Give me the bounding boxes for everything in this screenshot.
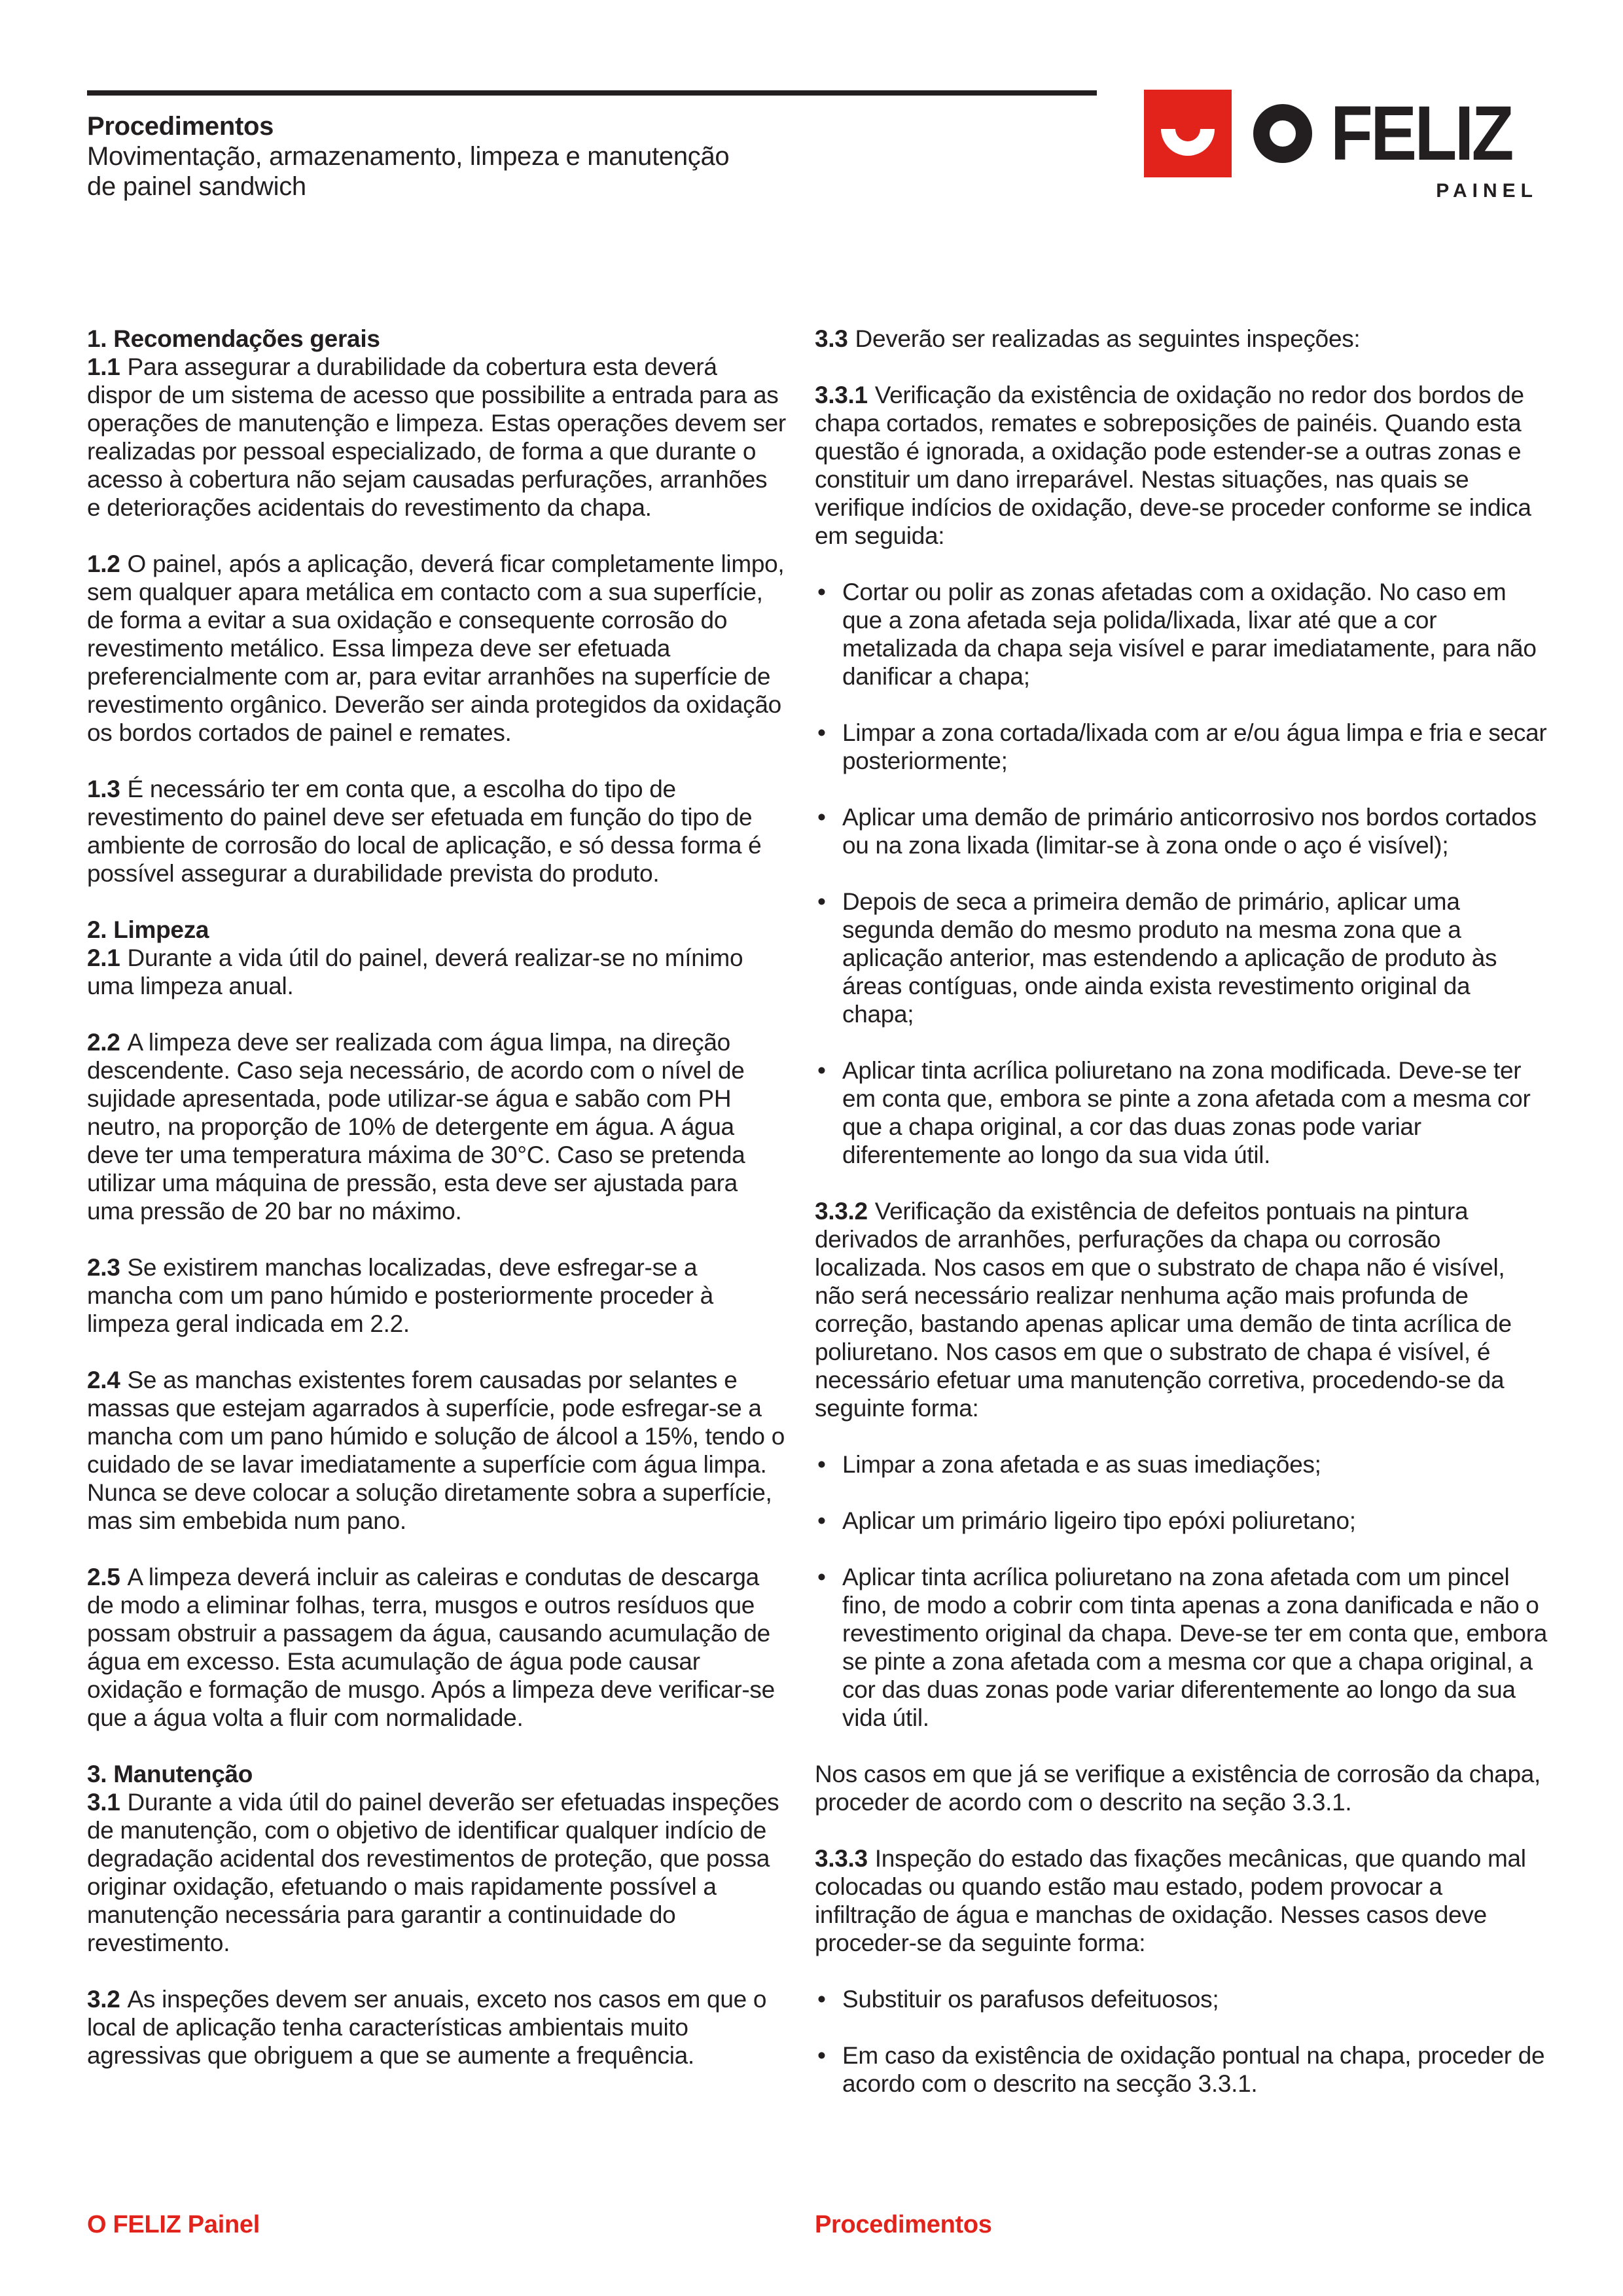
section-number: 3.3.2 <box>815 1198 868 1225</box>
paragraph-text: Deverão ser realizadas as seguintes inspeções: <box>855 325 1361 352</box>
paragraph <box>87 1253 786 1338</box>
bullet-text: Cortar ou polir as zonas afetadas com a oxidação. No caso em que a zona afetada seja polida/lixada, lixar até que a cor metalizada da chapa seja visível e parar imediatamente, para não danificar a chapa; <box>842 579 1537 690</box>
paragraph <box>87 944 786 1000</box>
brand-wordmark: FELIZ <box>1330 90 1512 177</box>
footer-brand-label: O FELIZ Painel <box>87 2211 260 2238</box>
bullet-marker: • <box>817 1564 826 1590</box>
bullet-text: Limpar a zona afetada e as suas imediações; <box>842 1451 1321 1478</box>
paragraph <box>87 550 786 747</box>
paragraph <box>87 1985 786 2070</box>
bullet-text: Aplicar um primário ligeiro tipo epóxi poliuretano; <box>842 1507 1356 1534</box>
paragraph-text: Inspeção do estado das fixações mecânicas, que quando mal colocadas ou quando estão mau estado, podem provocar a infiltração de água e manchas de oxidação. Nesses casos deve proceder-se da seguinte forma: <box>815 1845 1526 1956</box>
bullet-marker: • <box>817 804 826 831</box>
paragraph-text: O painel, após a aplicação, deverá ficar completamente limpo, sem qualquer apara metálica em contacto com a sua superfície, de forma a evitar a sua oxidação e consequente corrosão do revestimento metálico. Essa limpeza deve ser efetuada preferencialmente com ar, para evitar arranhões na superfície de revestimento orgânico. Deverão ser ainda protegidos da oxidação os bordos cortados de painel e remates. <box>87 550 785 746</box>
paragraph-text: Verificação da existência de oxidação no redor dos bordos de chapa cortados, remates e sobreposições de painéis. Quando esta questão é ignorada, a oxidação pode estender-se a outras zonas e constituir um dano irreparável. Nestas situações, nas quais se verifique indícios de oxidação, deve-se proceder conforme se indica em seguida: <box>815 382 1531 549</box>
left-column <box>87 325 786 2098</box>
paragraph-text: As inspeções devem ser anuais, exceto nos casos em que o local de aplicação tenha características ambientais muito agressivas que obriguem a que se aumente a frequência. <box>87 1986 767 2069</box>
paragraph-text: Durante a vida útil do painel deverão ser efetuadas inspeções de manutenção, com o objetivo de identificar qualquer indício de degradação acidental dos revestimentos de proteção, que possa originar oxidação, efetuando o mais rapidamente possível a manutenção necessária para garantir a continuidade do revestimento. <box>87 1789 779 1956</box>
bullet-text: Limpar a zona cortada/lixada com ar e/ou água limpa e fria e secar posteriormente; <box>842 719 1547 774</box>
section-number: 2.3 <box>87 1254 120 1281</box>
bullet-text: Em caso da existência de oxidação pontual na chapa, proceder de acordo com o descrito na secção 3.3.1. <box>842 2042 1545 2097</box>
bullet-text: Aplicar uma demão de primário anticorrosivo nos bordos cortados ou na zona lixada (limitar-se à zona onde o aço é visível); <box>842 804 1537 859</box>
paragraph-text: Nos casos em que já se verifique a existência de corrosão da chapa, proceder de acordo com o descrito na seção 3.3.1. <box>815 1761 1541 1816</box>
section-number: 2.2 <box>87 1029 120 1056</box>
brand-logo <box>1144 90 1538 202</box>
section-number: 3.3 <box>815 325 848 352</box>
right-column <box>815 325 1548 2126</box>
paragraph-text: Para assegurar a durabilidade da cobertura esta deverá dispor de um sistema de acesso que possibilite a entrada para as operações de manutenção e limpeza. Estas operações devem ser realizadas por pessoal especializado, de forma a que durante o acesso à cobertura não sejam causadas perfurações, arranhões e deteriorações acidentais do revestimento da chapa. <box>87 353 786 521</box>
paragraph <box>87 1788 786 1957</box>
bullet-item <box>815 1450 1548 1479</box>
bullet-marker: • <box>817 579 826 605</box>
bullet-item <box>815 1507 1548 1535</box>
section-heading: 1. Recomendações gerais <box>87 325 380 352</box>
bullet-marker: • <box>817 888 826 915</box>
paragraph-text: É necessário ter em conta que, a escolha do tipo de revestimento do painel deve ser efetuada em função do tipo de ambiente de corrosão do local de aplicação, e só dessa forma é possível assegurar a durabilidade prevista do produto. <box>87 776 762 887</box>
bullet-marker: • <box>817 719 826 746</box>
paragraph <box>87 1366 786 1535</box>
section-number: 1.1 <box>87 353 120 380</box>
paragraph <box>815 1844 1548 1957</box>
bullet-marker: • <box>817 1507 826 1534</box>
bullet-text: Aplicar tinta acrílica poliuretano na zona afetada com um pincel fino, de modo a cobrir com tinta apenas a zona danificada e não o revestimento original da chapa. Deve-se ter em conta que, embora se pinte a zona afetada com a mesma cor que a chapa original, a cor das duas zonas pode variar diferentemente ao longo da sua vida útil. <box>842 1564 1547 1731</box>
document-subtitle-line1: Movimentação, armazenamento, limpeza e manutenção <box>87 142 730 171</box>
paragraph <box>87 1028 786 1225</box>
paragraph-text: Se existirem manchas localizadas, deve esfregar-se a mancha com um pano húmido e posteriormente proceder à limpeza geral indicada em 2.2. <box>87 1254 713 1337</box>
section-number: 3.3.3 <box>815 1845 868 1872</box>
bullet-item <box>815 803 1548 859</box>
bullet-item <box>815 888 1548 1028</box>
paragraph-text: A limpeza deverá incluir as caleiras e condutas de descarga de modo a eliminar folhas, terra, musgos e outros resíduos que possam obstruir a passagem da água, causando acumulação de água em excesso. Esta acumulação de água pode causar oxidação e formação de musgo. Após a limpeza deve verificar-se que a água volta a fluir com normalidade. <box>87 1564 775 1731</box>
letter-o-icon <box>1253 104 1312 163</box>
brand-logo-row <box>1144 90 1538 177</box>
footer-doc-label: Procedimentos <box>815 2211 992 2238</box>
document-title: Procedimentos <box>87 112 274 141</box>
section-number: 2.5 <box>87 1564 120 1590</box>
bullet-text: Aplicar tinta acrílica poliuretano na zona modificada. Deve-se ter em conta que, embora se pinte a zona afetada com a mesma cor que a chapa original, a cor das duas zonas pode variar diferentemente ao longo da sua vida útil. <box>842 1057 1531 1168</box>
section-number: 2.4 <box>87 1367 120 1393</box>
bullet-item <box>815 2041 1548 2098</box>
bullet-item <box>815 578 1548 691</box>
bullet-marker: • <box>817 1057 826 1084</box>
smile-icon <box>1144 90 1232 177</box>
bullet-marker: • <box>817 1986 826 2013</box>
bullet-marker: • <box>817 2042 826 2069</box>
bullet-marker: • <box>817 1451 826 1478</box>
paragraph-text: Verificação da existência de defeitos pontuais na pintura derivados de arranhões, perfurações da chapa ou corrosão localizada. Nos casos em que o substrato de chapa não é visível, não será necessário realizar nenhuma ação mais profunda de correção, bastando apenas aplicar uma demão de tinta acrílica de poliuretano. Nos casos em que o substrato de chapa é visível, é necessário efetuar uma manutenção corretiva, procedendo-se da seguinte forma: <box>815 1198 1512 1422</box>
brand-sub-label: PAINEL <box>1436 180 1538 202</box>
bullet-item <box>815 1056 1548 1169</box>
bullet-text: Depois de seca a primeira demão de primário, aplicar uma segunda demão do mesmo produto na mesma zona que a aplicação anterior, mas estendendo a aplicação de produto às áreas contíguas, onde ainda exista revestimento original da chapa; <box>842 888 1497 1028</box>
paragraph <box>815 1760 1548 1816</box>
paragraph <box>815 325 1548 353</box>
paragraph-text: Durante a vida útil do painel, deverá realizar-se no mínimo uma limpeza anual. <box>87 944 743 999</box>
paragraph <box>815 381 1548 550</box>
paragraph-text: A limpeza deve ser realizada com água limpa, na direção descendente. Caso seja necessário, de acordo com o nível de sujidade apresentada, pode utilizar-se água e sabão com PH neutro, na proporção de 10% de detergente em água. A água deve ter uma temperatura máxima de 30°C. Caso se pretenda utilizar uma máquina de pressão, esta deve ser ajustada para uma pressão de 20 bar no máximo. <box>87 1029 745 1225</box>
section-number: 1.2 <box>87 550 120 577</box>
bullet-text: Substituir os parafusos defeituosos; <box>842 1986 1219 2013</box>
document-subtitle-line2: de painel sandwich <box>87 172 306 201</box>
paragraph <box>87 775 786 888</box>
section-heading: 2. Limpeza <box>87 916 209 943</box>
section-number: 3.3.1 <box>815 382 868 408</box>
paragraph <box>87 353 786 522</box>
section-number: 2.1 <box>87 944 120 971</box>
section-heading: 3. Manutenção <box>87 1761 253 1787</box>
paragraph <box>815 1197 1548 1422</box>
section-number: 3.1 <box>87 1789 120 1816</box>
bullet-item <box>815 1985 1548 2013</box>
header-rule <box>87 90 1097 96</box>
section-number: 1.3 <box>87 776 120 802</box>
paragraph-text: Se as manchas existentes forem causadas por selantes e massas que estejam agarrados à superfície, pode esfregar-se a mancha com um pano húmido e solução de álcool a 15%, tendo o cuidado de se lavar imediatamente a superfície com água limpa. Nunca se deve colocar a solução diretamente sobra a superfície, mas sim embebida num pano. <box>87 1367 785 1534</box>
bullet-item <box>815 719 1548 775</box>
section-number: 3.2 <box>87 1986 120 2013</box>
bullet-item <box>815 1563 1548 1732</box>
document-header <box>87 111 729 202</box>
paragraph <box>87 1563 786 1732</box>
